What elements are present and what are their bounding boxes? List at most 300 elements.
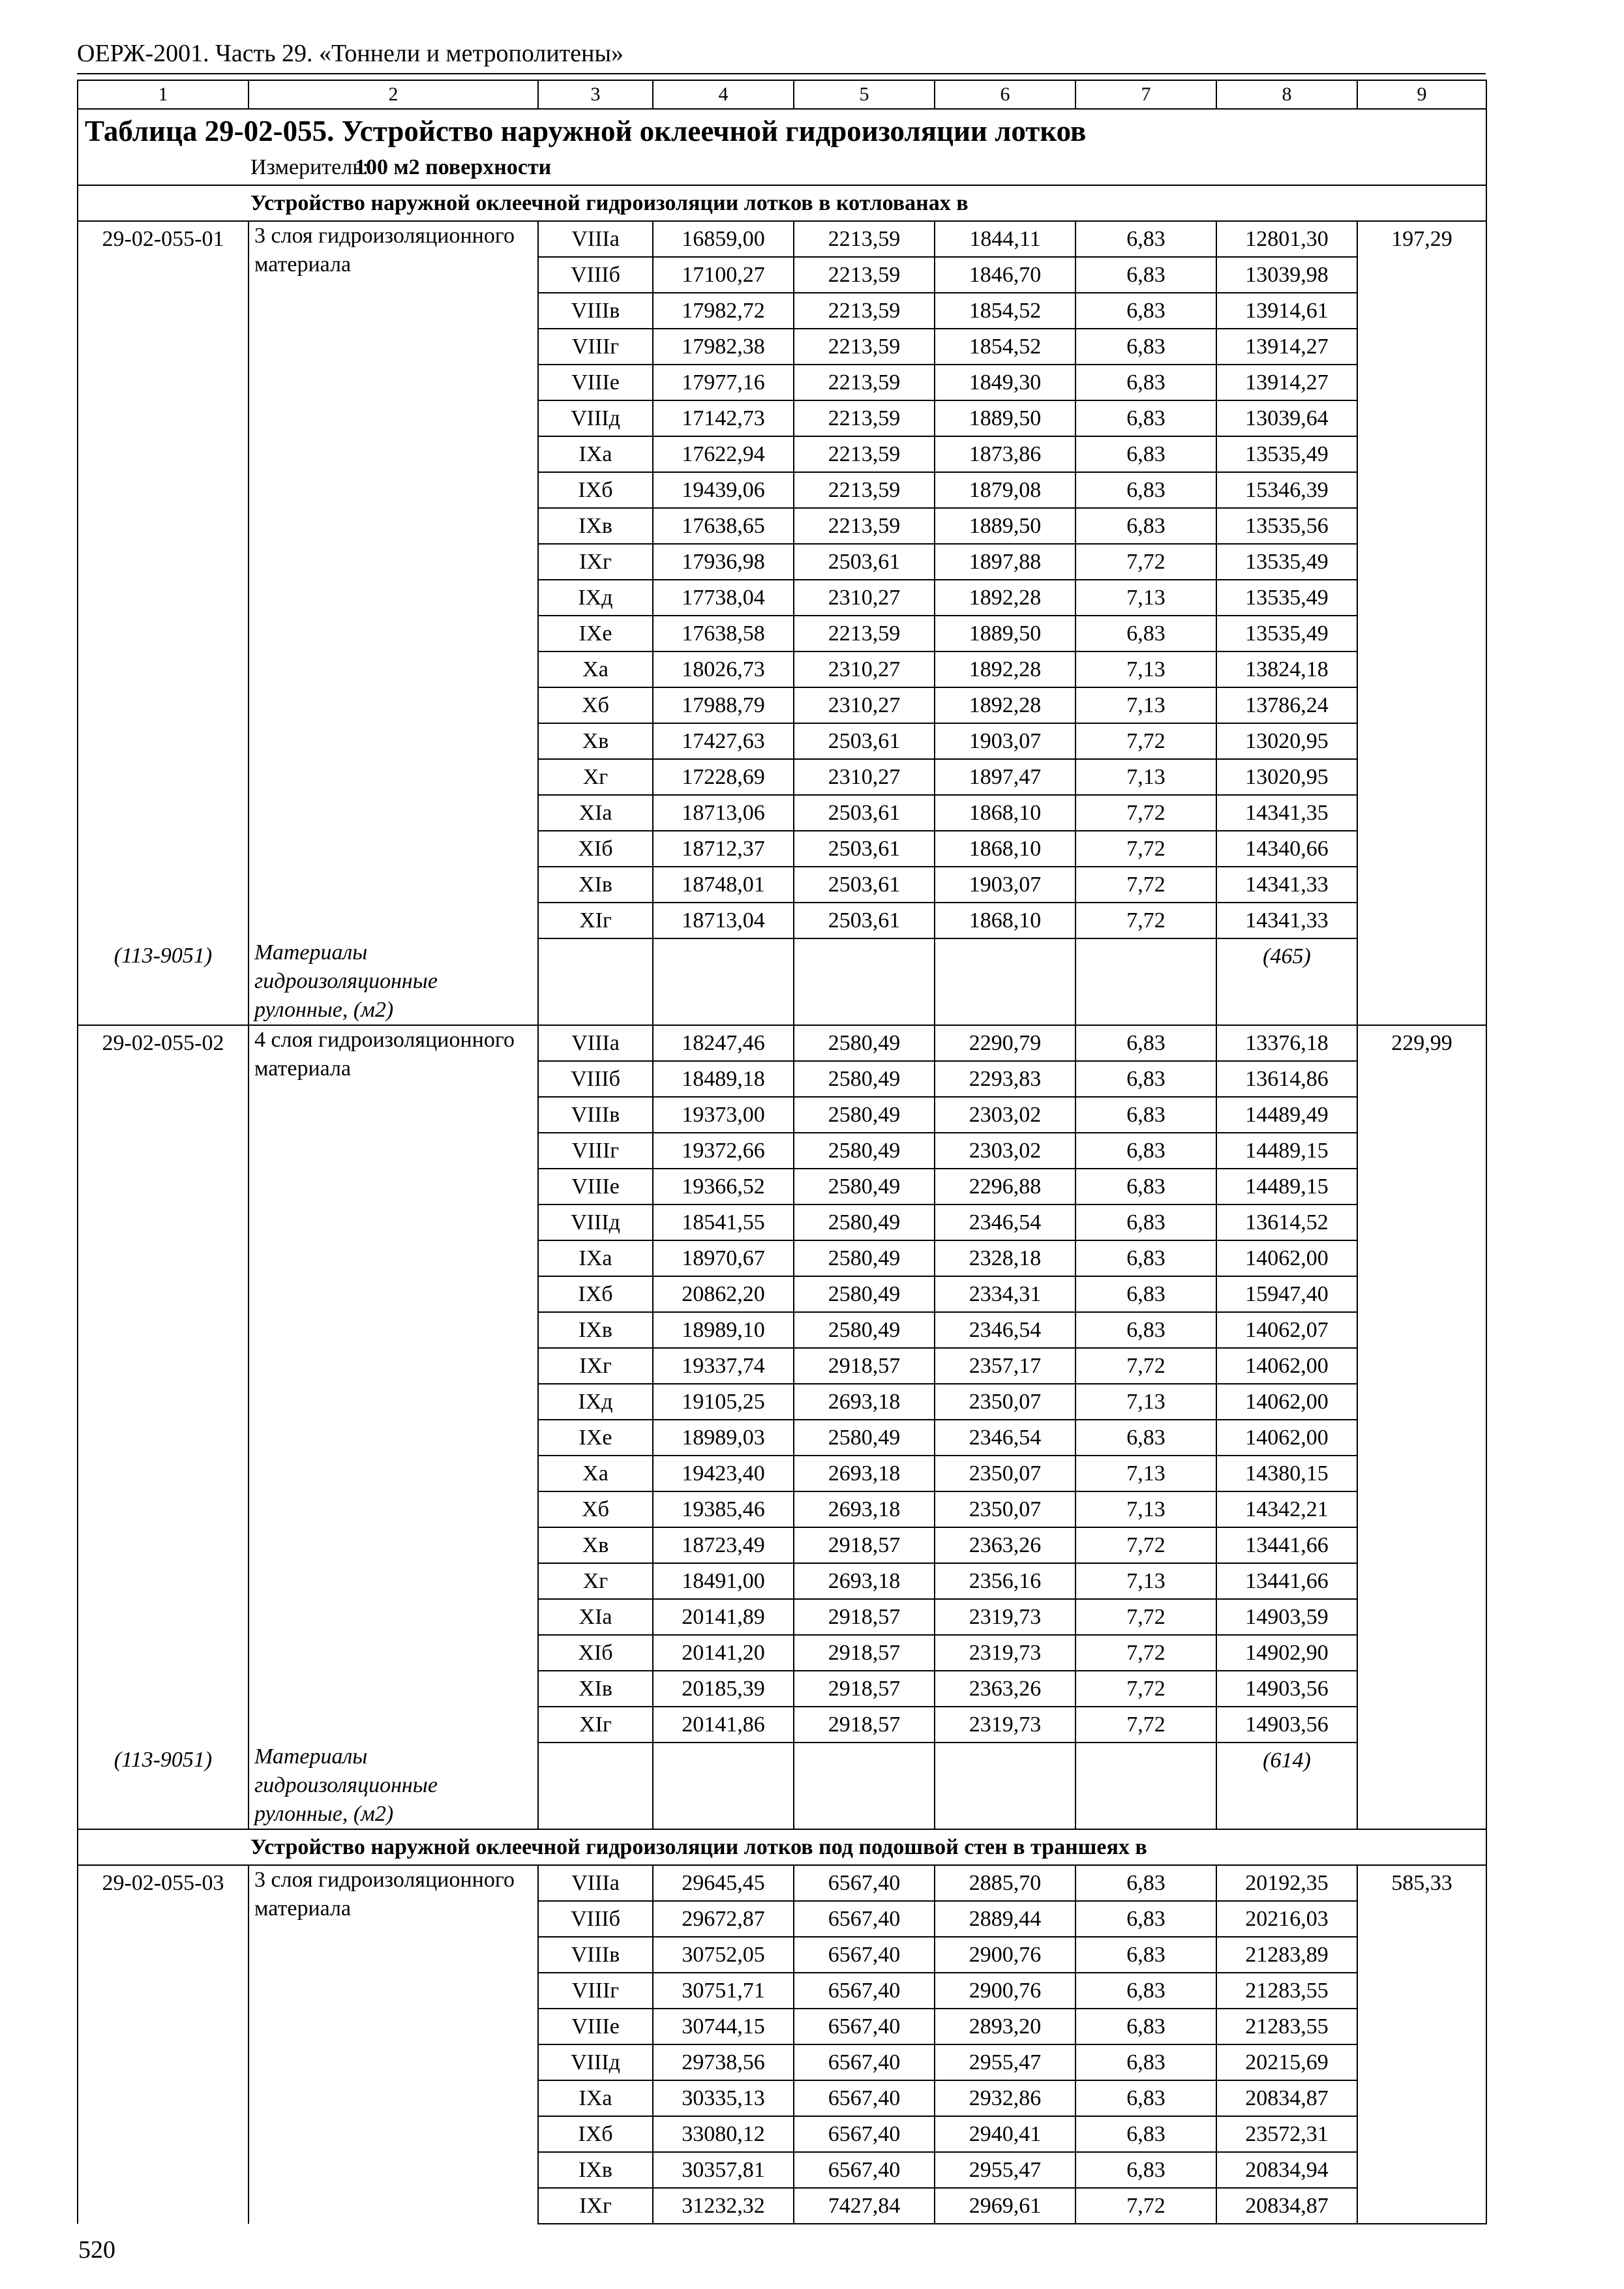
cost-value: 2356,16 <box>935 1563 1075 1599</box>
column-number: 8 <box>1216 80 1357 109</box>
cost-value: 7,13 <box>1075 651 1216 687</box>
cost-value: 18713,04 <box>653 903 794 938</box>
unit-label: Измеритель: <box>250 155 369 179</box>
soil-group: IXд <box>538 580 653 616</box>
cost-value: 2969,61 <box>935 2188 1075 2224</box>
soil-group: VIIIа <box>538 221 653 257</box>
cost-value: 1889,50 <box>935 508 1075 544</box>
material-name: Материалы гидроизоляционные рулонные, (м2) <box>248 1743 538 1829</box>
cost-value: 2889,44 <box>935 1901 1075 1937</box>
cost-value: 6,83 <box>1075 1204 1216 1240</box>
header-rule <box>77 73 1486 74</box>
section-title: Устройство наружной оклеечной гидроизоляции лотков под подошвой стен в траншеях в <box>78 1829 1486 1865</box>
empty-cell <box>935 1743 1075 1829</box>
cost-value: 2503,61 <box>794 723 935 759</box>
cost-value: 2303,02 <box>935 1097 1075 1133</box>
empty-cell <box>653 1743 794 1829</box>
cost-value: 18247,46 <box>653 1025 794 1061</box>
column-number: 7 <box>1075 80 1216 109</box>
empty-cell <box>794 1743 935 1829</box>
section-title-row <box>78 1829 1486 1865</box>
cost-value: 6567,40 <box>794 2116 935 2152</box>
soil-group: XIб <box>538 831 653 867</box>
soil-group: VIIIв <box>538 293 653 329</box>
soil-group: VIIIг <box>538 1133 653 1169</box>
cost-value: 18712,37 <box>653 831 794 867</box>
cost-value: 14062,00 <box>1216 1420 1357 1456</box>
cost-value: 18970,67 <box>653 1240 794 1276</box>
column-number: 9 <box>1357 80 1486 109</box>
soil-group: Xб <box>538 687 653 723</box>
soil-group: IXв <box>538 2152 653 2188</box>
cost-value: 2213,59 <box>794 257 935 293</box>
cost-value: 2580,49 <box>794 1312 935 1348</box>
cost-value: 13614,52 <box>1216 1204 1357 1240</box>
soil-group: Xг <box>538 1563 653 1599</box>
cost-value: 6,83 <box>1075 508 1216 544</box>
cost-value: 2503,61 <box>794 867 935 903</box>
cost-value: 7,13 <box>1075 1491 1216 1527</box>
cost-value: 18989,03 <box>653 1420 794 1456</box>
cost-value: 2213,59 <box>794 616 935 651</box>
cost-value: 2900,76 <box>935 1937 1075 1973</box>
empty-cell <box>935 938 1075 1025</box>
labor-value: 229,99 <box>1357 1025 1486 1829</box>
material-code: (113-9051) <box>78 938 248 1025</box>
cost-value: 2213,59 <box>794 400 935 436</box>
cost-value: 13824,18 <box>1216 651 1357 687</box>
cost-value: 6567,40 <box>794 2080 935 2116</box>
cost-value: 7427,84 <box>794 2188 935 2224</box>
cost-value: 2363,26 <box>935 1527 1075 1563</box>
cost-value: 2310,27 <box>794 687 935 723</box>
cost-value: 6567,40 <box>794 2009 935 2044</box>
cost-value: 2334,31 <box>935 1276 1075 1312</box>
cost-value: 13376,18 <box>1216 1025 1357 1061</box>
cost-value: 33080,12 <box>653 2116 794 2152</box>
column-number: 4 <box>653 80 794 109</box>
cost-value: 20216,03 <box>1216 1901 1357 1937</box>
cost-value: 30335,13 <box>653 2080 794 2116</box>
cost-value: 29672,87 <box>653 1901 794 1937</box>
cost-value: 6,83 <box>1075 1169 1216 1204</box>
cost-value: 6,83 <box>1075 2044 1216 2080</box>
column-number: 5 <box>794 80 935 109</box>
cost-value: 1892,28 <box>935 687 1075 723</box>
cost-value: 2932,86 <box>935 2080 1075 2116</box>
cost-value: 13441,66 <box>1216 1527 1357 1563</box>
cost-value: 18541,55 <box>653 1204 794 1240</box>
cost-value: 17638,65 <box>653 508 794 544</box>
cost-value: 2885,70 <box>935 1865 1075 1901</box>
cost-value: 7,72 <box>1075 795 1216 831</box>
cost-value: 6,83 <box>1075 1937 1216 1973</box>
cost-value: 19373,00 <box>653 1097 794 1133</box>
cost-value: 2319,73 <box>935 1707 1075 1743</box>
soil-group: VIIIа <box>538 1865 653 1901</box>
cost-value: 1854,52 <box>935 293 1075 329</box>
column-number: 6 <box>935 80 1075 109</box>
column-number: 1 <box>78 80 248 109</box>
cost-value: 13535,49 <box>1216 436 1357 472</box>
unit-value: 100 м2 поверхности <box>355 155 552 179</box>
cost-value: 13039,98 <box>1216 257 1357 293</box>
soil-group: VIIIд <box>538 2044 653 2080</box>
cost-value: 19105,25 <box>653 1384 794 1420</box>
soil-group: IXб <box>538 1276 653 1312</box>
cost-value: 2580,49 <box>794 1097 935 1133</box>
cost-value: 2293,83 <box>935 1061 1075 1097</box>
cost-value: 6567,40 <box>794 1865 935 1901</box>
section-title: Устройство наружной оклеечной гидроизоляции лотков в котлованах в <box>78 185 1486 221</box>
cost-value: 6,83 <box>1075 1133 1216 1169</box>
cost-value: 19385,46 <box>653 1491 794 1527</box>
cost-value: 13535,49 <box>1216 580 1357 616</box>
cost-value: 14062,00 <box>1216 1240 1357 1276</box>
cost-value: 1849,30 <box>935 365 1075 400</box>
cost-value: 17427,63 <box>653 723 794 759</box>
cost-value: 1868,10 <box>935 903 1075 938</box>
cost-value: 2213,59 <box>794 472 935 508</box>
cost-value: 2213,59 <box>794 293 935 329</box>
soil-group: VIIIв <box>538 1097 653 1133</box>
soil-group: XIв <box>538 1671 653 1707</box>
cost-value: 2357,17 <box>935 1348 1075 1384</box>
cost-value: 14903,56 <box>1216 1671 1357 1707</box>
material-qty: (614) <box>1216 1743 1357 1829</box>
unit-cell <box>78 150 1486 185</box>
cost-value: 1854,52 <box>935 329 1075 365</box>
cost-value: 13914,27 <box>1216 329 1357 365</box>
cost-value: 31232,32 <box>653 2188 794 2224</box>
cost-value: 20862,20 <box>653 1276 794 1312</box>
section-title-row <box>78 185 1486 221</box>
cost-value: 7,72 <box>1075 867 1216 903</box>
soil-group: XIб <box>538 1635 653 1671</box>
cost-value: 2693,18 <box>794 1491 935 1527</box>
soil-group: Xа <box>538 651 653 687</box>
cost-value: 19423,40 <box>653 1456 794 1491</box>
material-code: (113-9051) <box>78 1743 248 1829</box>
cost-value: 1892,28 <box>935 580 1075 616</box>
soil-group: VIIIе <box>538 365 653 400</box>
cost-value: 29645,45 <box>653 1865 794 1901</box>
column-number-row <box>78 80 1486 109</box>
soil-group: IXг <box>538 2188 653 2224</box>
running-header: ОЕРЖ-2001. Часть 29. «Тоннели и метрополитены» <box>77 40 624 67</box>
cost-value: 2503,61 <box>794 831 935 867</box>
cost-value: 1889,50 <box>935 400 1075 436</box>
soil-group: VIIIе <box>538 1169 653 1204</box>
cost-value: 18723,49 <box>653 1527 794 1563</box>
soil-group: IXа <box>538 1240 653 1276</box>
cost-value: 2310,27 <box>794 651 935 687</box>
cost-value: 2363,26 <box>935 1671 1075 1707</box>
column-number: 2 <box>248 80 538 109</box>
cost-value: 18713,06 <box>653 795 794 831</box>
cost-value: 2918,57 <box>794 1527 935 1563</box>
cost-value: 14341,33 <box>1216 867 1357 903</box>
soil-group: IXб <box>538 2116 653 2152</box>
cost-value: 2350,07 <box>935 1384 1075 1420</box>
soil-group: IXе <box>538 1420 653 1456</box>
soil-group: XIг <box>538 903 653 938</box>
cost-value: 2918,57 <box>794 1671 935 1707</box>
cost-value: 6,83 <box>1075 221 1216 257</box>
cost-value: 2955,47 <box>935 2044 1075 2080</box>
cost-value: 6,83 <box>1075 400 1216 436</box>
cost-value: 6,83 <box>1075 1973 1216 2009</box>
cost-value: 6567,40 <box>794 1937 935 1973</box>
cost-value: 2213,59 <box>794 436 935 472</box>
cost-value: 19337,74 <box>653 1348 794 1384</box>
cost-value: 7,13 <box>1075 687 1216 723</box>
cost-value: 20834,87 <box>1216 2080 1357 2116</box>
soil-group: Xг <box>538 759 653 795</box>
cost-value: 7,72 <box>1075 1671 1216 1707</box>
cost-value: 7,13 <box>1075 1563 1216 1599</box>
cost-value: 6567,40 <box>794 2152 935 2188</box>
cost-value: 2918,57 <box>794 1635 935 1671</box>
cost-value: 7,72 <box>1075 2188 1216 2224</box>
empty-cell <box>653 938 794 1025</box>
cost-value: 14380,15 <box>1216 1456 1357 1491</box>
cost-value: 29738,56 <box>653 2044 794 2080</box>
cost-value: 1868,10 <box>935 831 1075 867</box>
cost-value: 1889,50 <box>935 616 1075 651</box>
cost-value: 2328,18 <box>935 1240 1075 1276</box>
cost-value: 13614,86 <box>1216 1061 1357 1097</box>
table-title: Таблица 29-02-055. Устройство наружной оклеечной гидроизоляции лотков <box>78 109 1486 150</box>
material-row <box>78 938 1486 1025</box>
cost-value: 6,83 <box>1075 1312 1216 1348</box>
cost-value: 19439,06 <box>653 472 794 508</box>
cost-value: 17638,58 <box>653 616 794 651</box>
cost-value: 13914,27 <box>1216 365 1357 400</box>
cost-value: 2580,49 <box>794 1420 935 1456</box>
cost-value: 17982,72 <box>653 293 794 329</box>
cost-value: 20141,89 <box>653 1599 794 1635</box>
cost-value: 2310,27 <box>794 580 935 616</box>
cost-value: 7,13 <box>1075 580 1216 616</box>
cost-value: 7,72 <box>1075 1599 1216 1635</box>
cost-value: 30357,81 <box>653 2152 794 2188</box>
cost-value: 2580,49 <box>794 1169 935 1204</box>
cost-value: 7,72 <box>1075 831 1216 867</box>
soil-group: IXв <box>538 1312 653 1348</box>
cost-value: 14062,00 <box>1216 1384 1357 1420</box>
cost-value: 7,72 <box>1075 1348 1216 1384</box>
cost-value: 1903,07 <box>935 723 1075 759</box>
cost-value: 2213,59 <box>794 329 935 365</box>
soil-group: Xв <box>538 723 653 759</box>
rate-code: 29-02-055-03 <box>78 1865 248 2224</box>
rate-code: 29-02-055-02 <box>78 1025 248 1743</box>
cost-value: 17142,73 <box>653 400 794 436</box>
cost-value: 6,83 <box>1075 1901 1216 1937</box>
cost-value: 14341,35 <box>1216 795 1357 831</box>
cost-value: 2346,54 <box>935 1312 1075 1348</box>
cost-value: 21283,55 <box>1216 2009 1357 2044</box>
column-number: 3 <box>538 80 653 109</box>
soil-group: IXа <box>538 436 653 472</box>
soil-group: VIIIа <box>538 1025 653 1061</box>
cost-value: 18489,18 <box>653 1061 794 1097</box>
cost-value: 17982,38 <box>653 329 794 365</box>
cost-value: 13786,24 <box>1216 687 1357 723</box>
unit-row <box>78 150 1486 185</box>
soil-group: IXе <box>538 616 653 651</box>
page-number: 520 <box>78 2236 115 2264</box>
soil-group: Xв <box>538 1527 653 1563</box>
cost-value: 2213,59 <box>794 221 935 257</box>
cost-value: 7,13 <box>1075 759 1216 795</box>
empty-cell <box>538 1743 653 1829</box>
soil-group: VIIIб <box>538 1061 653 1097</box>
cost-value: 17988,79 <box>653 687 794 723</box>
cost-value: 2580,49 <box>794 1025 935 1061</box>
soil-group: XIг <box>538 1707 653 1743</box>
material-row <box>78 1743 1486 1829</box>
cost-value: 14062,00 <box>1216 1348 1357 1384</box>
cost-value: 14903,59 <box>1216 1599 1357 1635</box>
cost-value: 14489,15 <box>1216 1133 1357 1169</box>
soil-group: VIIIб <box>538 1901 653 1937</box>
cost-value: 13020,95 <box>1216 759 1357 795</box>
cost-value: 21283,55 <box>1216 1973 1357 2009</box>
cost-value: 14340,66 <box>1216 831 1357 867</box>
cost-value: 2940,41 <box>935 2116 1075 2152</box>
cost-value: 14062,07 <box>1216 1312 1357 1348</box>
cost-value: 23572,31 <box>1216 2116 1357 2152</box>
cost-value: 2580,49 <box>794 1133 935 1169</box>
cost-value: 6,83 <box>1075 1240 1216 1276</box>
cost-value: 17622,94 <box>653 436 794 472</box>
soil-group: XIа <box>538 1599 653 1635</box>
cost-value: 6567,40 <box>794 2044 935 2080</box>
cost-value: 2346,54 <box>935 1420 1075 1456</box>
cost-value: 17738,04 <box>653 580 794 616</box>
cost-value: 14489,15 <box>1216 1169 1357 1204</box>
cost-value: 2296,88 <box>935 1169 1075 1204</box>
work-name: 4 слоя гидроизоляционного материала <box>248 1025 538 1743</box>
cost-value: 1846,70 <box>935 257 1075 293</box>
work-name: 3 слоя гидроизоляционного материала <box>248 1865 538 2224</box>
cost-value: 2346,54 <box>935 1204 1075 1240</box>
cost-value: 13535,49 <box>1216 544 1357 580</box>
soil-group: XIв <box>538 867 653 903</box>
cost-value: 21283,89 <box>1216 1937 1357 1973</box>
cost-value: 7,72 <box>1075 903 1216 938</box>
soil-group: IXг <box>538 544 653 580</box>
soil-group: IXа <box>538 2080 653 2116</box>
cost-value: 6,83 <box>1075 2116 1216 2152</box>
cost-value: 6,83 <box>1075 329 1216 365</box>
table-row <box>78 1025 1486 1061</box>
soil-group: XIа <box>538 795 653 831</box>
cost-value: 1844,11 <box>935 221 1075 257</box>
soil-group: VIIIд <box>538 400 653 436</box>
cost-value: 6567,40 <box>794 1901 935 1937</box>
soil-group: VIIIг <box>538 329 653 365</box>
cost-value: 2503,61 <box>794 544 935 580</box>
table-title-row <box>78 109 1486 150</box>
material-qty: (465) <box>1216 938 1357 1025</box>
cost-value: 15346,39 <box>1216 472 1357 508</box>
empty-cell <box>794 938 935 1025</box>
cost-value: 14902,90 <box>1216 1635 1357 1671</box>
material-name: Материалы гидроизоляционные рулонные, (м2) <box>248 938 538 1025</box>
cost-value: 2213,59 <box>794 508 935 544</box>
table-row <box>78 1865 1486 1901</box>
cost-value: 6,83 <box>1075 2080 1216 2116</box>
cost-value: 2503,61 <box>794 795 935 831</box>
cost-value: 6,83 <box>1075 257 1216 293</box>
cost-value: 13039,64 <box>1216 400 1357 436</box>
cost-value: 13020,95 <box>1216 723 1357 759</box>
cost-value: 6,83 <box>1075 472 1216 508</box>
cost-value: 1879,08 <box>935 472 1075 508</box>
cost-value: 6,83 <box>1075 293 1216 329</box>
cost-value: 16859,00 <box>653 221 794 257</box>
soil-group: VIIIб <box>538 257 653 293</box>
cost-value: 20834,87 <box>1216 2188 1357 2224</box>
soil-group: IXб <box>538 472 653 508</box>
cost-value: 1903,07 <box>935 867 1075 903</box>
cost-value: 18748,01 <box>653 867 794 903</box>
table-row <box>78 221 1486 257</box>
cost-value: 17100,27 <box>653 257 794 293</box>
cost-value: 14489,49 <box>1216 1097 1357 1133</box>
cost-value: 2693,18 <box>794 1456 935 1491</box>
cost-value: 7,72 <box>1075 723 1216 759</box>
cost-value: 1868,10 <box>935 795 1075 831</box>
empty-cell <box>538 938 653 1025</box>
cost-value: 7,13 <box>1075 1456 1216 1491</box>
cost-value: 19366,52 <box>653 1169 794 1204</box>
cost-value: 30752,05 <box>653 1937 794 1973</box>
cost-value: 6,83 <box>1075 2152 1216 2188</box>
rate-code: 29-02-055-01 <box>78 221 248 938</box>
soil-group: IXд <box>538 1384 653 1420</box>
cost-value: 14341,33 <box>1216 903 1357 938</box>
cost-value: 20185,39 <box>653 1671 794 1707</box>
cost-value: 2290,79 <box>935 1025 1075 1061</box>
soil-group: VIIIв <box>538 1937 653 1973</box>
soil-group: IXг <box>538 1348 653 1384</box>
cost-value: 19372,66 <box>653 1133 794 1169</box>
cost-value: 1897,88 <box>935 544 1075 580</box>
cost-value: 17977,16 <box>653 365 794 400</box>
cost-value: 6,83 <box>1075 1097 1216 1133</box>
cost-value: 7,72 <box>1075 1527 1216 1563</box>
soil-group: VIIIг <box>538 1973 653 2009</box>
cost-value: 6,83 <box>1075 616 1216 651</box>
cost-value: 17936,98 <box>653 544 794 580</box>
cost-value: 2580,49 <box>794 1061 935 1097</box>
cost-value: 7,72 <box>1075 1707 1216 1743</box>
cost-value: 2319,73 <box>935 1635 1075 1671</box>
cost-value: 2893,20 <box>935 2009 1075 2044</box>
labor-value: 197,29 <box>1357 221 1486 1025</box>
cost-value: 6,83 <box>1075 2009 1216 2044</box>
cost-value: 20141,86 <box>653 1707 794 1743</box>
cost-value: 6,83 <box>1075 1420 1216 1456</box>
cost-value: 2350,07 <box>935 1456 1075 1491</box>
empty-cell <box>1075 1743 1216 1829</box>
cost-value: 30751,71 <box>653 1973 794 2009</box>
cost-value: 20141,20 <box>653 1635 794 1671</box>
